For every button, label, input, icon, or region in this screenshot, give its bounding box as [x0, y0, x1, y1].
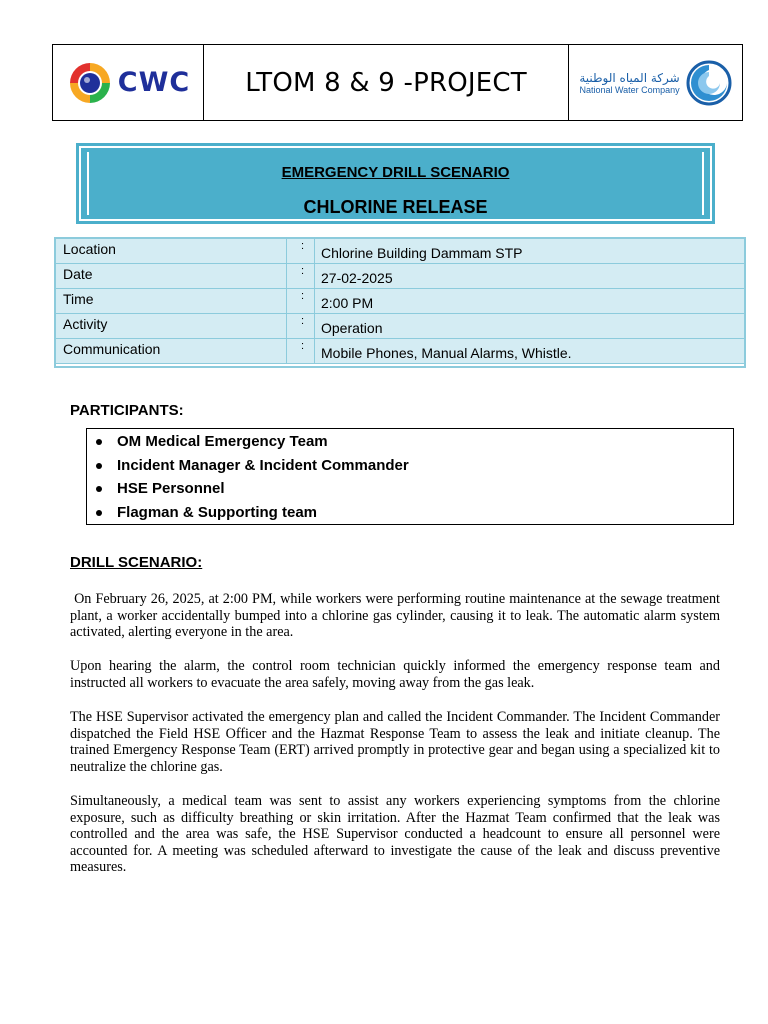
scenario-paragraph-3: The HSE Supervisor activated the emergency plan and called the Incident Commander. The Incident Commander dispatched the Field HSE Officer and the Hazmat Response Team to assess the leak and initiate cleanup. The trained Emergency Response Team (ERT) arrived promptly in protective gear and began using a specialized kit to neutralize the chlorine gas. — [70, 709, 720, 775]
left-logo-cell — [53, 45, 204, 120]
project-title-cell — [204, 45, 569, 120]
time-label: Time — [55, 289, 287, 314]
cwc-logo — [66, 59, 190, 107]
national-water-company-logo — [579, 60, 731, 106]
table-row — [55, 289, 746, 314]
nwc-english-name: National Water Company — [579, 84, 680, 95]
drill-scenario-heading: DRILL SCENARIO: — [70, 554, 203, 571]
date-value: 27-02-2025 — [315, 264, 746, 289]
communication-value: Mobile Phones, Manual Alarms, Whistle. — [315, 339, 746, 364]
separator: : — [287, 239, 315, 264]
separator: : — [287, 339, 315, 364]
table-row — [55, 314, 746, 339]
activity-label: Activity — [55, 314, 287, 339]
table-row — [55, 264, 746, 289]
banner-title: CHLORINE RELEASE — [303, 197, 488, 217]
participants-list — [87, 429, 733, 524]
table-row — [55, 339, 746, 364]
activity-value: Operation — [315, 314, 746, 339]
table-row — [55, 239, 746, 264]
communication-label: Communication — [55, 339, 287, 364]
document-header — [52, 44, 743, 121]
scenario-paragraph-2: Upon hearing the alarm, the control room technician quickly informed the emergency response team and instructed all workers to evacuate the area safely, moving away from the gas leak. — [70, 658, 720, 691]
time-value: 2:00 PM — [315, 289, 746, 314]
scenario-paragraph-1: On February 26, 2025, at 2:00 PM, while workers were performing routine maintenance at the sewage treatment plant, a worker accidentally bumped into a chlorine gas cylinder, causing it to leak. The automatic alarm system activated, alerting everyone in the area. — [70, 591, 724, 641]
separator: : — [287, 289, 315, 314]
water-drop-swirl-icon — [686, 60, 732, 106]
scenario-banner — [79, 146, 712, 221]
scenario-paragraph-4: Simultaneously, a medical team was sent to assist any workers experiencing symptoms from the chlorine exposure, such as difficulty breathing or skin irritation. After the Hazmat Team confirmed that the leak was controlled and the area was safe, the HSE Supervisor conducted a headcount to ensure all personnel were accounted for. A meeting was scheduled afterward to investigate the cause of the leak and discuss preventive measures. — [70, 793, 720, 876]
location-value: Chlorine Building Dammam STP — [315, 239, 746, 264]
project-title: LTOM 8 & 9 -PROJECT — [245, 67, 527, 98]
separator: : — [287, 314, 315, 339]
list-item: OM Medical Emergency Team — [87, 430, 733, 454]
list-item: Flagman & Supporting team — [87, 501, 733, 525]
location-label: Location — [55, 239, 287, 264]
date-label: Date — [55, 264, 287, 289]
nwc-arabic-name: شركة المياه الوطنية — [579, 70, 680, 85]
banner-subtitle: EMERGENCY DRILL SCENARIO — [281, 164, 510, 181]
list-item: HSE Personnel — [87, 477, 733, 501]
list-item: Incident Manager & Incident Commander — [87, 454, 733, 478]
cwc-logo-text: CWC — [117, 67, 191, 98]
drill-info-table — [54, 238, 746, 364]
right-logo-cell — [569, 45, 742, 120]
cwc-emblem-icon — [66, 59, 114, 107]
participants-heading: PARTICIPANTS: — [70, 402, 184, 419]
separator: : — [287, 264, 315, 289]
participants-list-box — [86, 428, 734, 525]
